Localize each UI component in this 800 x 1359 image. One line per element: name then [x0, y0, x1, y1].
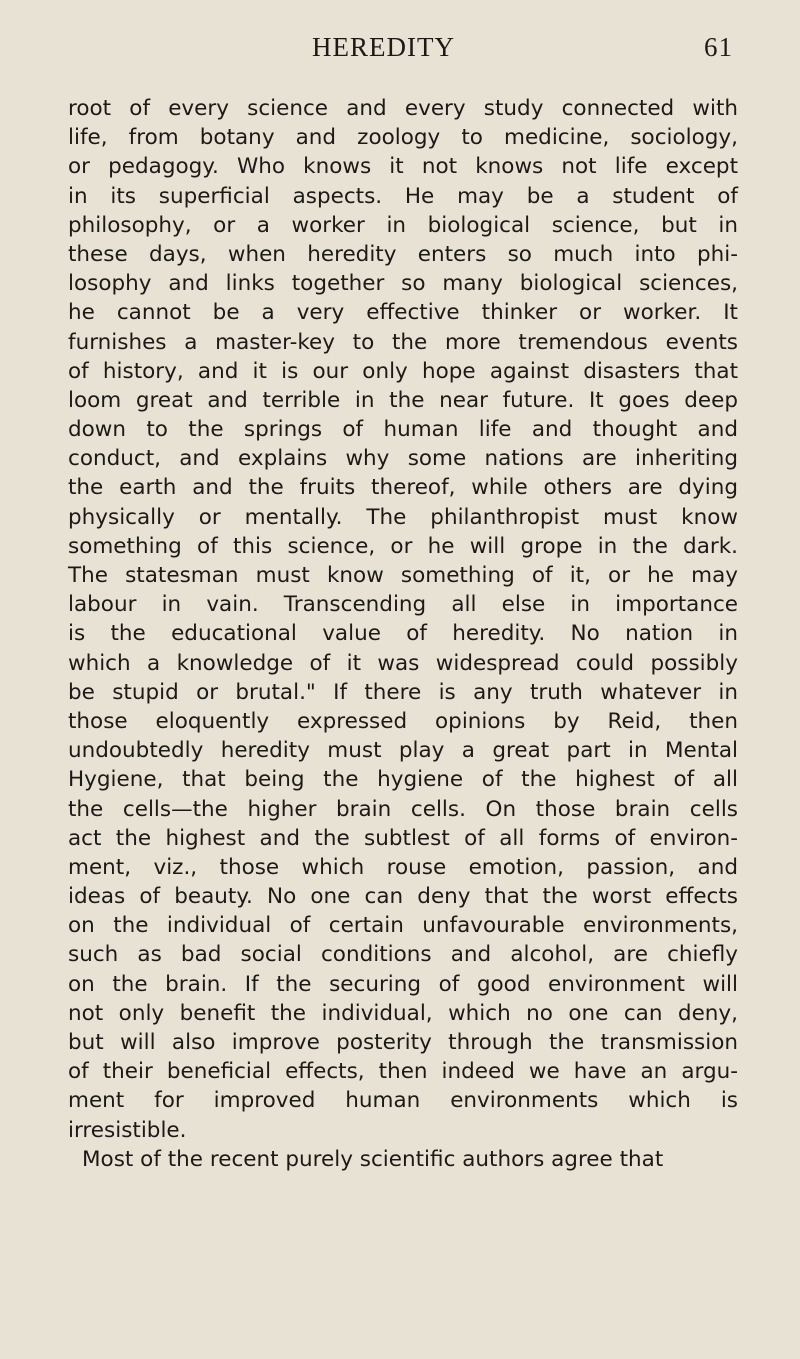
text-line: furnishes a master-key to the more tremendous events	[68, 329, 738, 355]
text-line: labour in vain. Transcending all else in importance	[68, 592, 738, 618]
text-line: the earth and the fruits thereof, while others are dying	[68, 475, 738, 501]
page-number: 61	[704, 32, 733, 62]
text-line: but will also improve posterity through the transmission	[68, 1030, 738, 1055]
text-line: ment, viz., those which rouse emotion, passion, and	[68, 854, 738, 880]
text-line: these days, when heredity enters so much into phi-	[68, 241, 738, 267]
text-line: ideas of beauty. No one can deny that the worst effects	[68, 884, 738, 910]
text-line: something of this science, or he will grope in the dark.	[68, 533, 738, 559]
text-line: be stupid or brutal." If there is any truth whatever in	[68, 679, 738, 705]
text-line: on the individual of certain unfavourable environments,	[68, 913, 738, 939]
text-line: on the brain. If the securing of good environment will	[68, 971, 738, 997]
text-line: he cannot be a very effective thinker or worker. It	[68, 300, 738, 326]
text-line: undoubtedly heredity must play a great part in Mental	[68, 738, 738, 764]
text-line: such as bad social conditions and alcohol, are chiefly	[68, 942, 738, 968]
text-line: the cells—the higher brain cells. On those brain cells	[68, 796, 738, 822]
text-line: of history, and it is our only hope against disasters that	[68, 358, 738, 384]
text-line: those eloquently expressed opinions by Reid, then	[68, 708, 738, 734]
running-head	[0, 32, 800, 68]
text-line: Hygiene, that being the hygiene of the highest of all	[68, 767, 738, 793]
text-line: which a knowledge of it was widespread could possibly	[68, 650, 738, 676]
text-line: act the highest and the subtlest of all forms of environ-	[68, 825, 738, 851]
text-line-paragraph-end: irresistible.	[68, 1117, 187, 1143]
text-line: not only benefit the individual, which no one can deny,	[68, 1000, 738, 1026]
text-line: is the educational value of heredity. No nation in	[68, 621, 738, 647]
text-line: ment for improved human environments which is	[68, 1088, 738, 1114]
text-line: losophy and links together so many biological sciences,	[68, 271, 738, 297]
chapter-title: HEREDITY	[312, 32, 455, 62]
text-line: down to the springs of human life and thought and	[68, 417, 738, 443]
text-line: conduct, and explains why some nations are inheriting	[68, 446, 738, 472]
text-line-paragraph-start: Most of the recent purely scientific authors agree that	[82, 1146, 664, 1172]
text-line: of their beneficial effects, then indeed we have an argu-	[68, 1059, 738, 1085]
text-line: physically or mentally. The philanthropist must know	[68, 504, 738, 530]
text-line: philosophy, or a worker in biological science, but in	[68, 212, 738, 238]
body-text	[68, 94, 738, 1174]
text-line: life, from botany and zoology to medicine, sociology,	[68, 125, 738, 151]
text-line: in its superficial aspects. He may be a student of	[68, 183, 738, 209]
text-line: loom great and terrible in the near future. It goes deep	[68, 387, 738, 413]
text-line: or pedagogy. Who knows it not knows not life except	[68, 154, 738, 180]
text-line: The statesman must know something of it, or he may	[68, 563, 738, 588]
text-line: root of every science and every study connected with	[68, 96, 738, 121]
